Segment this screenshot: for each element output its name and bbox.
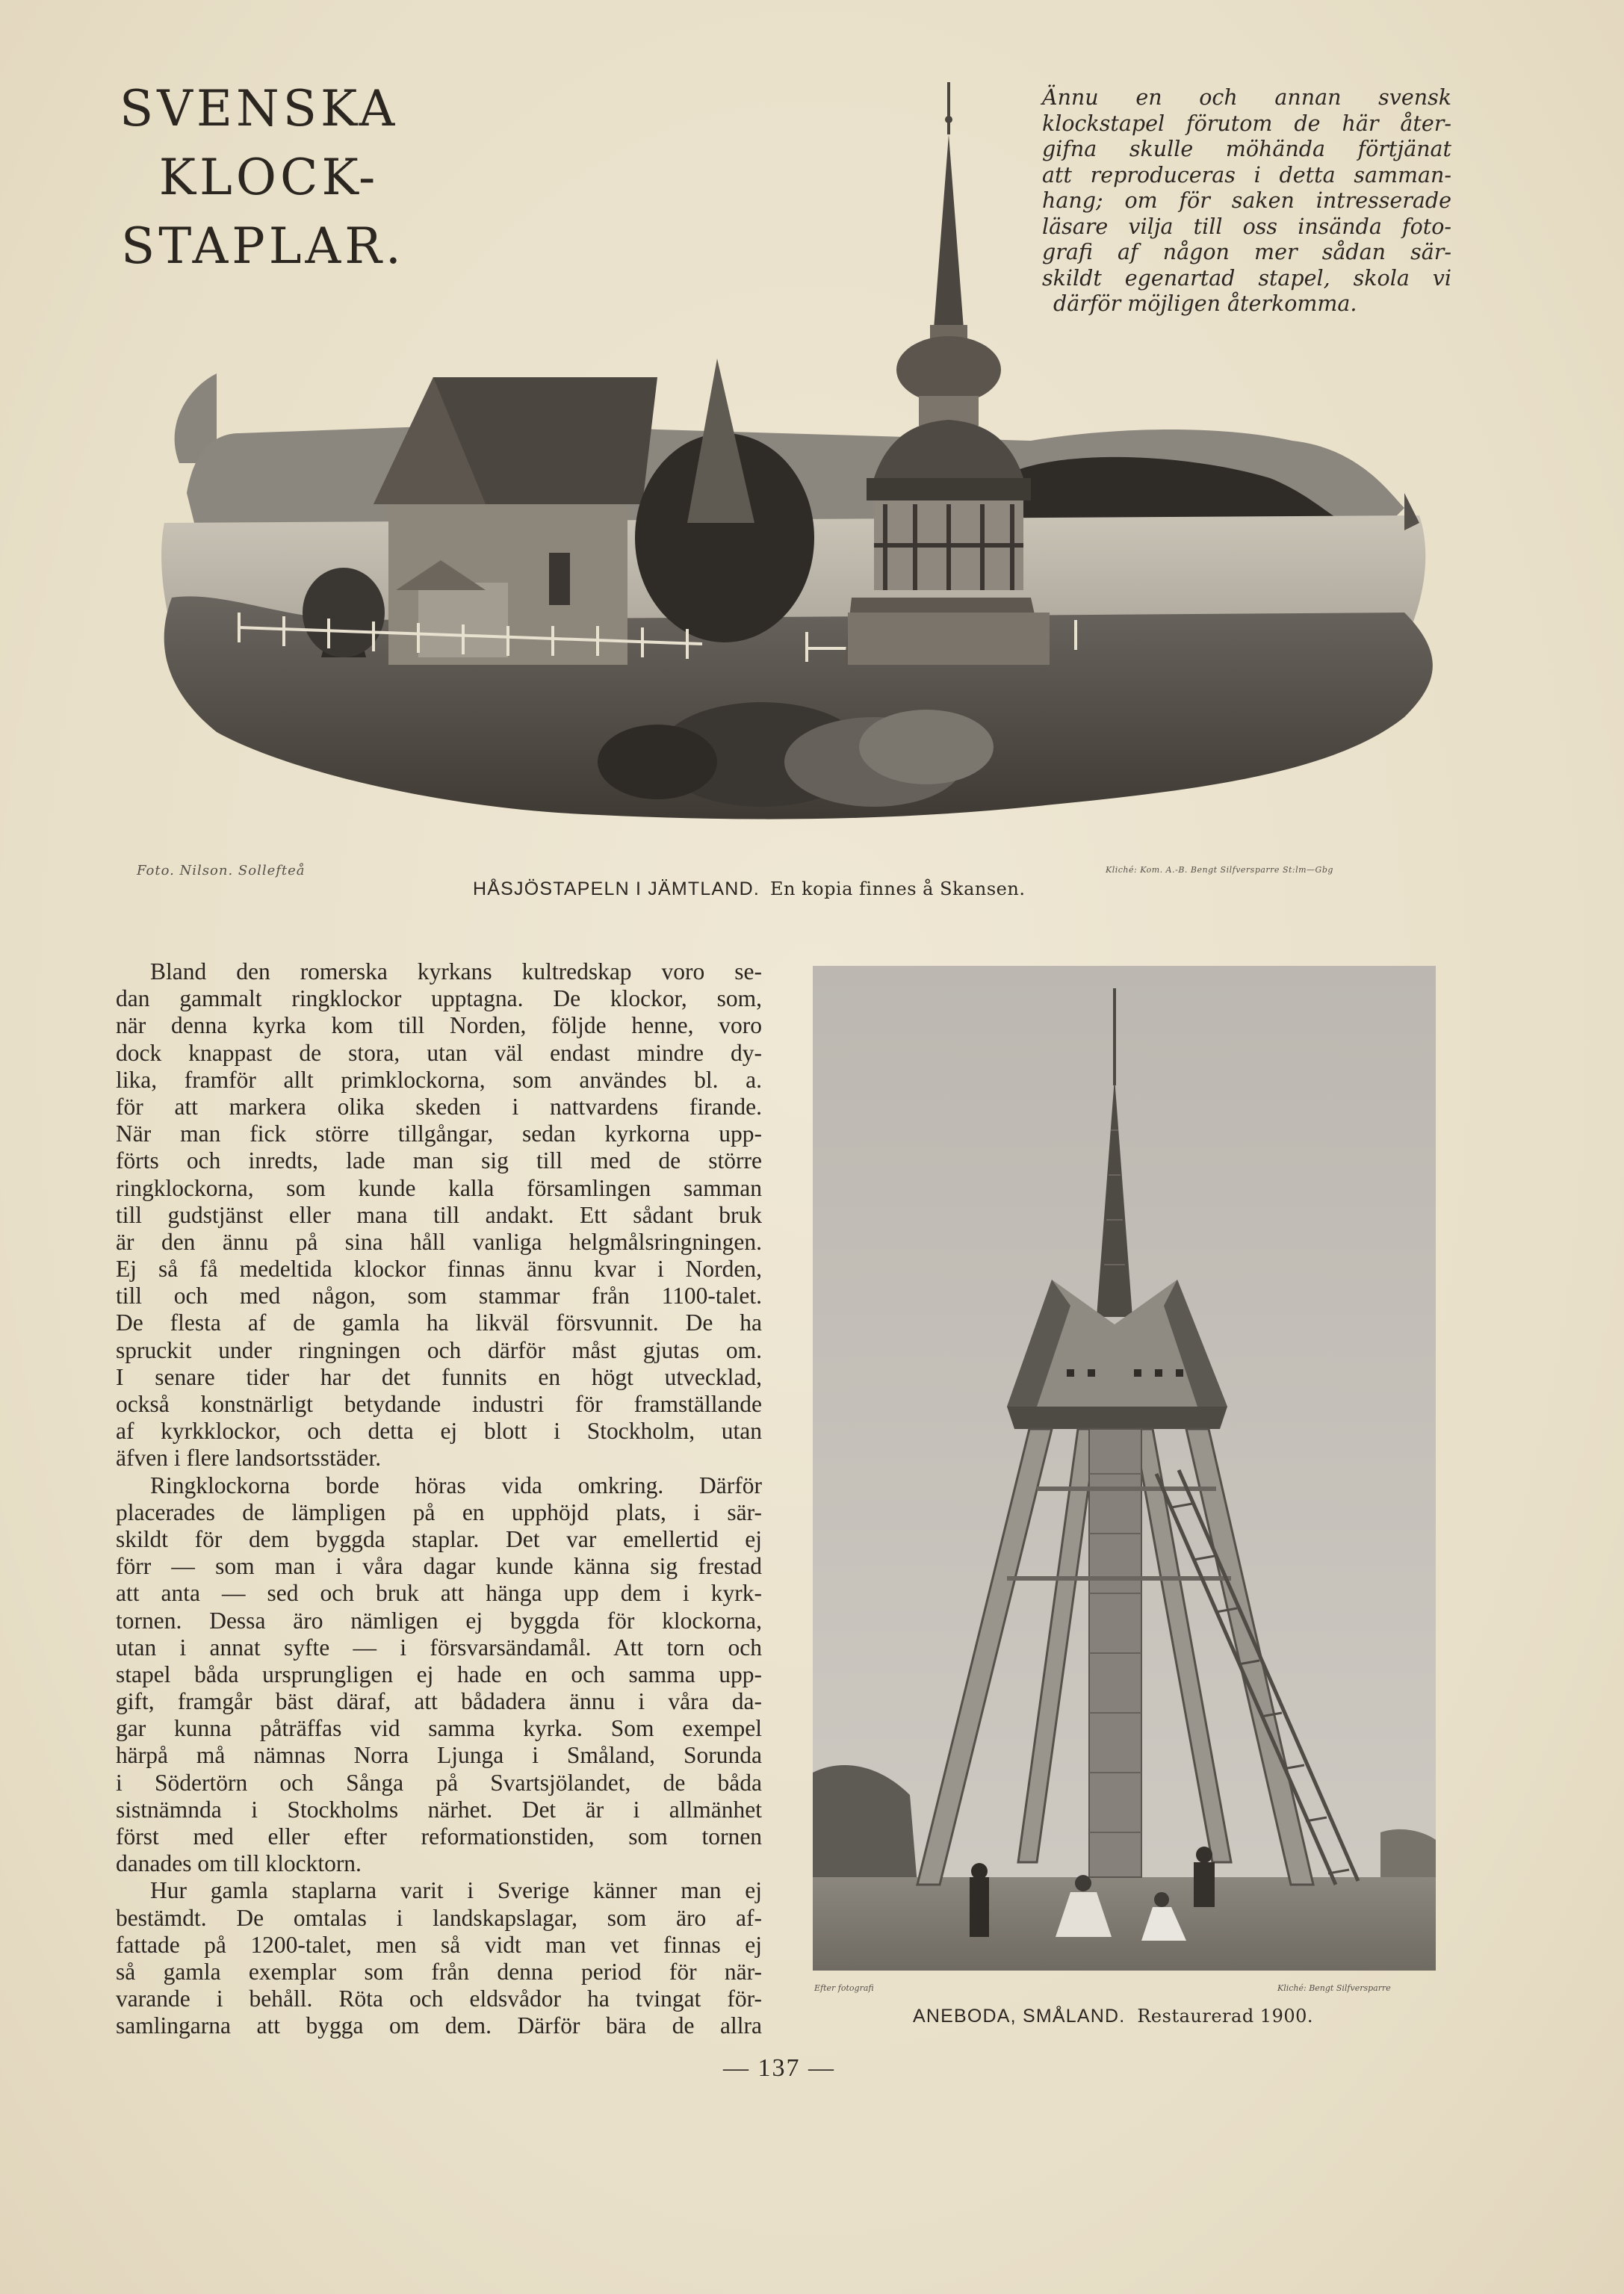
body-line: af kyrkklockor, och detta ej blott i Stockholm, utan bbox=[116, 1418, 762, 1445]
body-line: spruckit under ringningen och därför måst gjutas om. bbox=[116, 1336, 762, 1363]
body-line: till gudstjänst eller mana till andakt. Ett sådant bruk bbox=[116, 1201, 762, 1228]
body-line: utan i annat syfte — i försvarsändamål. Att torn och bbox=[116, 1634, 762, 1661]
intro-line: klockstapel förutom de här åter- bbox=[1042, 111, 1451, 136]
body-line: I senare tider har det funnits en högt utvecklad, bbox=[116, 1363, 762, 1390]
title-line: KLOCK- bbox=[158, 149, 379, 206]
caption-title: HÅSJÖSTAPELN I JÄMTLAND. bbox=[473, 878, 760, 899]
body-line: härpå må nämnas Norra Ljunga i Småland, Sorunda bbox=[116, 1742, 762, 1769]
photo-credit: Efter fotografi bbox=[814, 1983, 874, 1993]
body-line: sistnämnda i Stockholms närhet. Det är i allmänhet bbox=[116, 1796, 762, 1823]
intro-line: Ännu en och annan svensk bbox=[1042, 85, 1451, 110]
engraver-credit: Kliché: Kom. A.-B. Bengt Silfversparre St:lm—Gbg bbox=[1106, 865, 1333, 875]
intro-line: gifna skulle möhända förtjänat bbox=[1042, 137, 1451, 161]
intro-line: läsare vilja till oss insända foto- bbox=[1042, 214, 1451, 239]
body-line: danades om till klocktorn. bbox=[116, 1850, 362, 1877]
intro-line: hang; om för saken intresserade bbox=[1042, 188, 1451, 213]
intro-paragraph bbox=[1042, 85, 1451, 317]
body-line: lika, framför allt primklockorna, som användes bl. a. bbox=[116, 1066, 762, 1093]
body-line: gar kunna påträffas vid samma kyrka. Som exempel bbox=[116, 1715, 762, 1742]
body-line: gift, framgår bäst däraf, att bådadera ännu i våra da- bbox=[116, 1688, 762, 1715]
figure-caption bbox=[913, 2006, 1313, 2027]
intro-line: grafi af någon mer sådan sär- bbox=[1042, 240, 1451, 264]
title-line: STAPLAR. bbox=[121, 217, 405, 275]
body-line: Hur gamla staplarna varit i Sverige känner man ej bbox=[150, 1877, 762, 1904]
body-line: äfven i flere landsortsstäder. bbox=[116, 1445, 382, 1472]
body-line: De flesta af de gamla ha likväl försvunnit. De ha bbox=[116, 1309, 762, 1336]
figure-caption bbox=[473, 878, 1025, 900]
body-line: När man fick större tillgångar, sedan kyrkorna upp- bbox=[116, 1120, 762, 1147]
body-line: dock knappast de stora, utan väl endast mindre dy- bbox=[116, 1039, 762, 1066]
body-line: samlingarna att bygga om dem. Därför bära de allra bbox=[116, 2012, 762, 2039]
intro-line: därför möjligen återkomma. bbox=[1053, 291, 1357, 316]
body-line: är den ännu på sina håll vanliga helgmålsringningen. bbox=[116, 1228, 762, 1255]
caption-subtitle: En kopia finnes å Skansen. bbox=[769, 878, 1026, 899]
body-line: så gamla exemplar som från denna period för när- bbox=[116, 1958, 762, 1985]
intro-line: skildt egenartad stapel, skola vi bbox=[1042, 265, 1451, 291]
body-line: tornen. Dessa äro nämligen ej byggda för klockorna, bbox=[116, 1607, 762, 1634]
body-line: först med eller efter reformationstiden, som tornen bbox=[116, 1823, 762, 1850]
body-line: också konstnärligt betydande industri för framställande bbox=[116, 1391, 762, 1417]
caption-title: ANEBODA, SMÅLAND. bbox=[913, 2006, 1126, 2027]
body-line: dan gammalt ringklockor upptagna. De klockor, som, bbox=[116, 985, 762, 1012]
body-line: Bland den romerska kyrkans kultredskap voro se- bbox=[150, 958, 762, 985]
body-line: ringklockorna, som kunde kalla församlingen samman bbox=[116, 1174, 762, 1201]
body-line: förts och inredts, lade man sig till med de större bbox=[116, 1147, 762, 1174]
body-line: i Södertörn och Sånga på Svartsjölandet, de båda bbox=[116, 1769, 762, 1796]
body-line: till och med någon, som stammar från 1100-talet. bbox=[116, 1283, 762, 1309]
intro-line: att reproduceras i detta samman- bbox=[1042, 162, 1451, 187]
body-line: när denna kyrka kom till Norden, följde henne, voro bbox=[116, 1012, 762, 1039]
page-number: — 137 — bbox=[723, 2054, 835, 2082]
body-line: stapel båda ursprungligen ej hade en och samma upp- bbox=[116, 1661, 762, 1687]
body-line: bestämdt. De omtalas i landskapslagar, som äro af- bbox=[116, 1904, 762, 1931]
photo-credit: Foto. Nilson. Sollefteå bbox=[137, 863, 306, 878]
body-line: placerades de lämpligen på en upphöjd plats, i sär- bbox=[116, 1498, 762, 1525]
body-line: Ej så få medeltida klockor finnas ännu kvar i Norden, bbox=[116, 1256, 762, 1283]
engraver-credit: Kliché: Bengt Silfversparre bbox=[1277, 1983, 1391, 1993]
body-line: varande i behåll. Röta och eldsvådor ha tvingat för- bbox=[116, 1985, 762, 2012]
body-line: fattade på 1200-talet, men så vidt man vet finnas ej bbox=[116, 1931, 762, 1958]
body-line: för att markera olika skeden i nattvardens firande. bbox=[116, 1093, 762, 1120]
body-line: Ringklockorna borde höras vida omkring. Därför bbox=[150, 1472, 762, 1498]
body-line: skildt för dem byggda staplar. Det var emellertid ej bbox=[116, 1525, 762, 1552]
body-line: att anta — sed och bruk att hänga upp dem i kyrk- bbox=[116, 1580, 762, 1607]
body-text bbox=[116, 958, 762, 2040]
body-line: förr — som man i våra dagar kunde känna sig frestad bbox=[116, 1553, 762, 1580]
caption-subtitle: Restaurerad 1900. bbox=[1137, 2006, 1314, 2027]
aneboda-photo bbox=[813, 966, 1436, 1971]
title-line: SVENSKA bbox=[120, 80, 399, 137]
